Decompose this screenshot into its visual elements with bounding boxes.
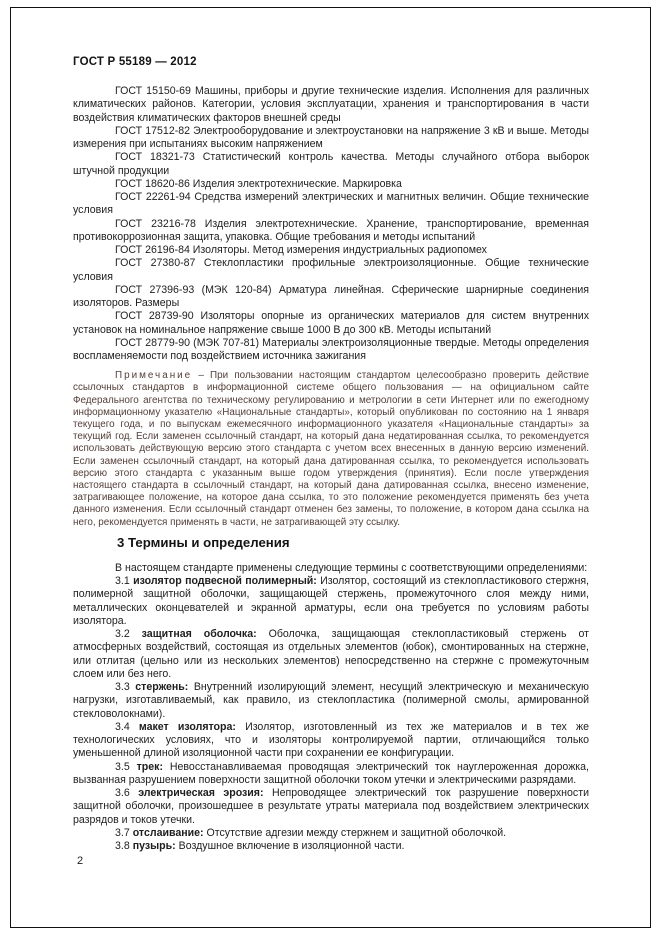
note-label: Примечание [115, 370, 193, 382]
term-item [73, 761, 589, 788]
term-item [73, 681, 589, 721]
terms-list [73, 575, 589, 853]
term-number: 3.2 [115, 628, 130, 641]
page-number: 2 [77, 855, 84, 868]
reference-paragraph: ГОСТ 23216-78 Изделия электротехнические. Хранение, транспортирование, временная противокоррозионная защита, упаковка. Общие требования и методы испытаний [73, 217, 589, 243]
document-title: ГОСТ Р 55189 — 2012 [73, 56, 197, 68]
reference-paragraph: ГОСТ 28739-90 Изоляторы опорные из органических материалов для систем внутренних установок на номинальное напряжение свыше 1000 В до 300 кВ. Методы испытаний [73, 310, 589, 336]
term-number: 3.5 [115, 760, 130, 773]
term-number: 3.7 [115, 826, 130, 839]
term-definition: Воздушное включение в изоляционной части. [178, 840, 405, 853]
intro-paragraph: В настоящем стандарте применены следующие термины с соответствующими определениями: [115, 561, 588, 574]
term-number: 3.6 [115, 787, 130, 800]
reference-paragraph: ГОСТ 18321-73 Статистический контроль качества. Методы случайного отбора выборок штучной продукции [73, 151, 589, 177]
term-item [73, 827, 589, 840]
term-item [73, 721, 589, 761]
term-definition: Непроводящее электрический ток разрушение поверхности защитной оболочки, произошедшее в результате утраты материала под воздействием электрических разрядов и токов утечки. [73, 787, 589, 826]
term-number: 3.1 [115, 575, 130, 588]
section-heading: 3 Термины и определения [117, 534, 290, 550]
term-item [73, 787, 589, 827]
term-item [73, 628, 589, 681]
term-number: 3.8 [115, 840, 130, 853]
term-name: отслаивание: [132, 826, 204, 839]
term-name: стержень: [135, 681, 189, 694]
term-item [73, 575, 589, 628]
term-number: 3.4 [115, 720, 130, 733]
term-name: пузырь: [132, 840, 176, 853]
reference-paragraph: ГОСТ 15150-69 Машины, приборы и другие технические изделия. Исполнения для различных климатических районов. Категории, условия эксплуатации, хранения и транспортирования в части воздействия климатических факторов внешней среды [73, 85, 589, 124]
term-definition: Изолятор, изготовленный из тех же материалов и в тех же технологических условиях, что и изоляторы контролируемой партии, отличающийся только уменьшенной длиной изоляционной части при сохранении ее конфигурации. [73, 720, 589, 760]
page-content [73, 56, 589, 867]
reference-paragraph: ГОСТ 18620-86 Изделия электротехнические. Маркировка [115, 177, 402, 190]
term-number: 3.3 [115, 681, 130, 694]
term-definition: Невосстанавливаемая проводящая электрический ток науглероженная дорожка, вызванная разрушением поверхности защитной оболочки током утечки и электрическими разрядами. [73, 760, 589, 786]
references-list [73, 85, 589, 363]
term-name: электрическая эрозия: [138, 787, 264, 800]
reference-paragraph: ГОСТ 26196-84 Изоляторы. Метод измерения индустриальных радиопомех [115, 244, 487, 256]
term-definition: Изолятор, состоящий из стеклопластикового стержня, полимерной защитной оболочки, защищающей стержень, промежуточного слоя между ними, металлических оконцевателей и экранной арматуры, если она требуется по условиям работы изолятора. [73, 575, 589, 627]
term-definition: Отсутствие адгезии между стержнем и защитной оболочкой. [206, 826, 507, 839]
reference-paragraph: ГОСТ 27380-87 Стеклопластики профильные электроизоляционные. Общие технические условия [73, 257, 589, 283]
term-item [73, 840, 589, 853]
term-name: трек: [136, 760, 163, 773]
reference-paragraph: ГОСТ 28779-90 (МЭК 707-81) Материалы электроизоляционные твердые. Методы определения воспламеняемости под воздействием источника зажигания [73, 336, 589, 362]
term-definition: Оболочка, защищающая стеклопластиковый стержень от атмосферных воздействий, состоящая из отдельных элементов (юбок), смонтированных на стержне, или отлитая (цельно или из нескольких элементов) непосредственно на стержне с промежуточным слоем или без него. [73, 628, 589, 680]
term-name: изолятор подвесной полимерный: [133, 575, 317, 588]
term-name: защитная оболочка: [141, 628, 257, 641]
reference-paragraph: ГОСТ 22261-94 Средства измерений электрических и магнитных величин. Общие технические условия [73, 191, 589, 217]
term-definition: Внутренний изолирующий элемент, несущий электрическую и механическую нагрузки, изготавливаемый, как правило, из стеклопластика (полимерной смолы, армированной стекловолокнами). [73, 681, 589, 720]
term-name: макет изолятора: [138, 720, 236, 733]
note-block [73, 370, 589, 529]
note-text: – При пользовании настоящим стандартом целесообразно проверить действие ссылочных стандартов в информационной системе общего пользования — на официальном сайте Федерального агентства по техническому регулированию и метрологии в сети Интернет или по ежегодному информационному указателю «Национальные стандарты», который опубликован по состоянию на 1 января текущего года, и по выпускам ежемесячного информационного указателя «Национальные стандарты» за текущий год. Если заменен ссылочный стандарт, на который дана недатированная ссылка, то рекомендуется использовать действующую версию этого стандарта с учетом всех внесенных в данную версию изменений. Если заменен ссылочный стандарт, на который дана датированная ссылка, то рекомендуется использовать версию этого стандарта с указанным выше годом утверждения (принятия). Если после утверждения настоящего стандарта в ссылочный стандарт, на который дана датированная ссылка, внесено изменение, затрагивающее положение, на которое дана ссылка, то это положение рекомендуется применять без учета данного изменения. Если ссылочный стандарт отменен без замены, то положение, в котором дана ссылка на него, рекомендуется применять в части, не затрагивающей эту ссылку. [73, 370, 589, 528]
reference-paragraph: ГОСТ 27396-93 (МЭК 120-84) Арматура линейная. Сферические шарнирные соединения изоляторов. Размеры [73, 283, 589, 309]
reference-paragraph: ГОСТ 17512-82 Электрооборудование и электроустановки на напряжение 3 кВ и выше. Методы измерения при испытаниях высоким напряжением [73, 124, 589, 150]
